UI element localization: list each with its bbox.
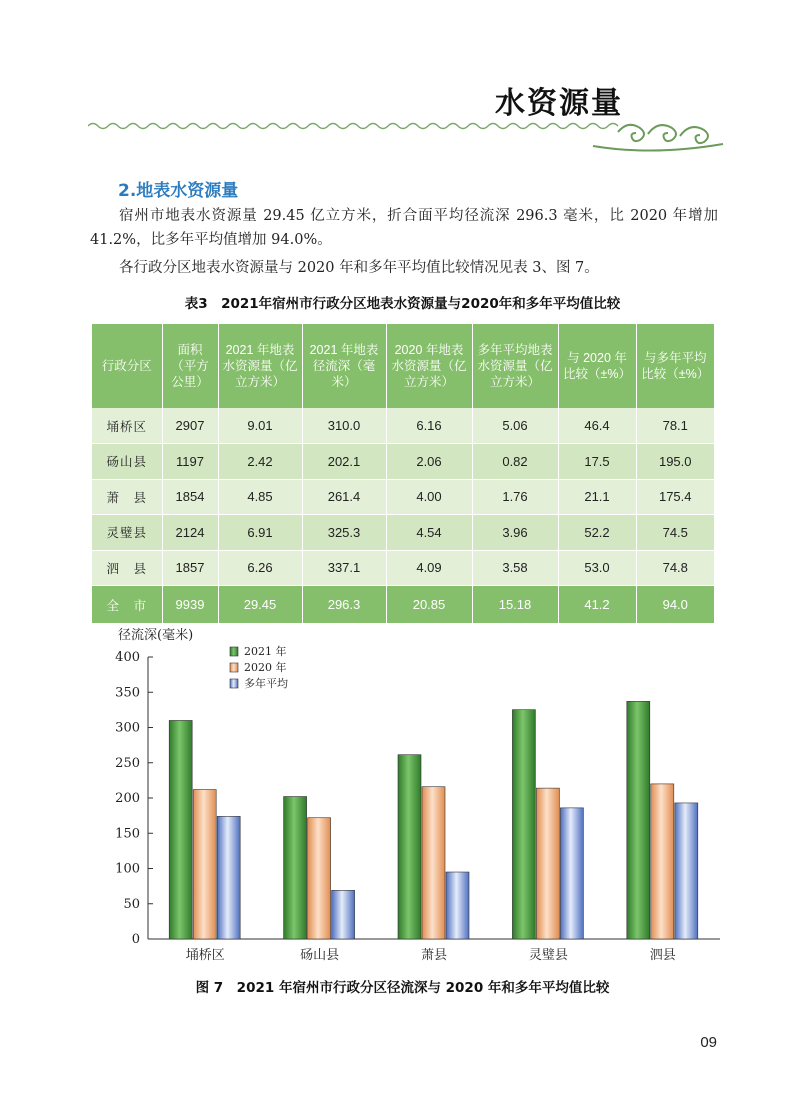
bar-埇桥区-多年平均 [217,816,240,939]
table-cell: 310.0 [302,408,386,444]
legend-swatch [230,663,238,672]
table-cell: 175.4 [636,479,714,515]
table-cell: 337.1 [302,550,386,586]
bar-砀山县-2020 年 [308,818,331,939]
wave-ornament-icon [88,118,728,152]
legend-swatch [230,647,238,656]
body-paragraph: 各行政分区地表水资源量与 2020 年和多年平均值比较情况见表 3、图 7。 [119,260,599,276]
y-tick-label: 350 [115,685,140,701]
bar-萧县-多年平均 [446,872,469,939]
table-cell: 砀山县 [92,444,162,480]
table-cell: 2907 [162,408,218,444]
table-caption: 表3 2021年宿州市行政分区地表水资源量与2020年和多年平均值比较 [184,296,621,312]
table-cell: 74.8 [636,550,714,586]
y-tick-label: 50 [123,896,140,912]
column-header: 2021 年地表径流深（毫米） [302,324,386,408]
table-cell: 3.96 [472,515,558,551]
column-header: 与 2020 年比较（±%） [558,324,636,408]
table-cell: 1854 [162,479,218,515]
figure-caption: 图 7 2021 年宿州市行政分区径流深与 2020 年和多年平均值比较 [195,980,610,996]
table-cell: 4.85 [218,479,302,515]
table-cell: 74.5 [636,515,714,551]
table-cell: 94.0 [636,586,714,624]
bar-砀山县-2021 年 [284,797,307,939]
table-cell: 46.4 [558,408,636,444]
legend-label: 2021 年 [244,645,287,658]
runoff-depth-chart [80,625,740,970]
table-cell: 3.58 [472,550,558,586]
column-header: 2021 年地表水资源量（亿立方米） [218,324,302,408]
table-cell: 15.18 [472,586,558,624]
table-cell: 泗 县 [92,550,162,586]
x-tick-label: 灵璧县 [528,948,568,963]
y-tick-label: 200 [115,791,140,806]
water-resource-table [92,324,714,624]
column-header: 多年平均地表水资源量（亿立方米） [472,324,558,408]
table-row [92,479,714,515]
x-tick-label: 泗县 [649,948,676,963]
table-cell: 5.06 [472,408,558,444]
table-cell: 1197 [162,444,218,480]
column-header: 面积（平方公里） [162,324,218,408]
table-cell: 全 市 [92,586,162,624]
table-cell: 296.3 [302,586,386,624]
table-cell: 6.16 [386,408,472,444]
body-paragraph: 宿州市地表水资源量 29.45 亿立方米，折合面平均径流深 296.3 毫米，比 2020 年增加 41.2%，比多年平均值增加 94.0%。 [90,208,718,248]
y-axis-label: 径流深(毫米) [118,628,194,643]
y-tick-label: 150 [115,826,140,842]
table-cell: 20.85 [386,586,472,624]
table-cell: 4.00 [386,479,472,515]
table-cell: 2124 [162,515,218,551]
table-row [92,550,714,586]
table-cell: 78.1 [636,408,714,444]
table-row [92,444,714,480]
table-cell: 195.0 [636,444,714,480]
table-cell: 萧 县 [92,479,162,515]
bar-埇桥区-2021 年 [169,720,192,939]
y-tick-label: 250 [115,755,140,771]
column-header: 2020 年地表水资源量（亿立方米） [386,324,472,408]
table-cell: 41.2 [558,586,636,624]
bar-萧县-2020 年 [422,787,445,939]
y-tick-label: 300 [115,720,140,736]
table-cell: 29.45 [218,586,302,624]
table-cell: 52.2 [558,515,636,551]
table-cell: 9939 [162,586,218,624]
table-cell: 2.06 [386,444,472,480]
table-row [92,515,714,551]
legend-swatch [230,679,238,688]
bar-埇桥区-2020 年 [193,790,216,939]
bar-chart-svg [80,625,740,970]
section-title: 2.地表水资源量 [118,181,239,201]
page-number: 09 [700,1034,717,1051]
table-cell: 1857 [162,550,218,586]
table-cell: 4.09 [386,550,472,586]
table-header-row [92,324,714,408]
bar-泗县-多年平均 [675,803,698,939]
bar-泗县-2020 年 [651,784,674,939]
bar-灵璧县-2020 年 [536,788,559,939]
bar-砀山县-多年平均 [332,890,355,939]
y-tick-label: 100 [115,861,140,877]
legend-label: 多年平均 [244,677,288,690]
table-cell: 53.0 [558,550,636,586]
page-header-title: 水资源量 [495,86,623,121]
x-tick-label: 埇桥区 [185,948,225,963]
table-cell: 21.1 [558,479,636,515]
table-cell: 灵璧县 [92,515,162,551]
table-cell: 202.1 [302,444,386,480]
bar-灵璧县-多年平均 [560,808,583,939]
y-tick-label: 0 [131,932,140,947]
table-row [92,408,714,444]
table-cell: 6.91 [218,515,302,551]
table-cell: 1.76 [472,479,558,515]
column-header: 与多年平均比较（±%） [636,324,714,408]
legend-label: 2020 年 [244,661,287,674]
column-header: 行政分区 [92,324,162,408]
table-cell: 325.3 [302,515,386,551]
bar-泗县-2021 年 [627,701,650,939]
bar-灵璧县-2021 年 [512,710,535,939]
x-tick-label: 砀山县 [300,948,340,963]
table-total-row [92,586,714,624]
table-cell: 4.54 [386,515,472,551]
table-cell: 0.82 [472,444,558,480]
table-cell: 261.4 [302,479,386,515]
bar-萧县-2021 年 [398,755,421,939]
table-cell: 17.5 [558,444,636,480]
x-tick-label: 萧县 [420,948,448,963]
table-cell: 埇桥区 [92,408,162,444]
y-tick-label: 400 [115,650,140,665]
table-cell: 2.42 [218,444,302,480]
table-cell: 6.26 [218,550,302,586]
table-cell: 9.01 [218,408,302,444]
